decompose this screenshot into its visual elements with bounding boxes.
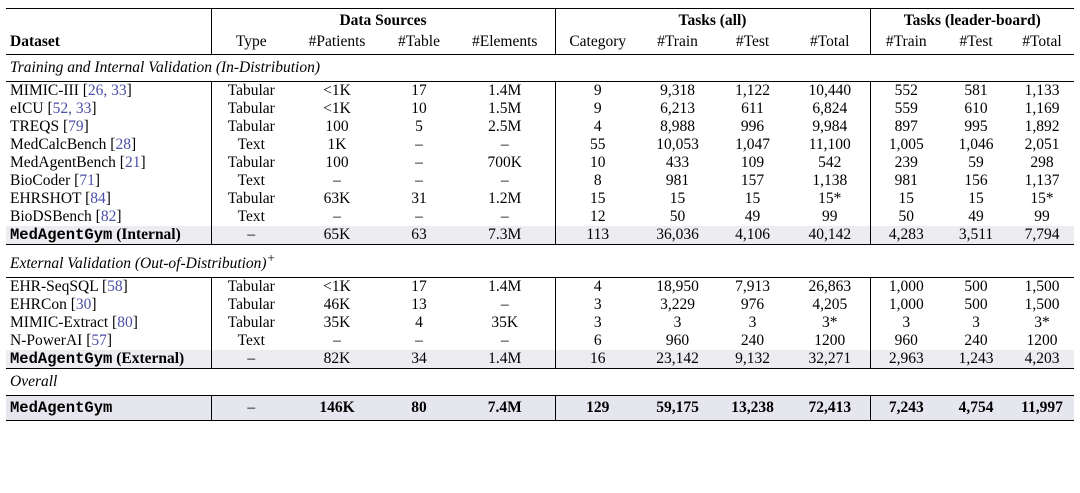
dataset-label: EHRCon [ bbox=[10, 296, 76, 314]
table-cell: 1,122 bbox=[715, 82, 790, 101]
table-cell: 49 bbox=[968, 208, 984, 225]
total-cell: – bbox=[211, 226, 291, 245]
dataset-label-close: ] bbox=[94, 172, 100, 189]
table-cell: 17 bbox=[383, 278, 455, 297]
col-total: #Total bbox=[810, 33, 850, 50]
table-row bbox=[6, 82, 1074, 101]
total-row bbox=[6, 226, 1074, 245]
table-row bbox=[6, 278, 1074, 297]
table-cell: 4 bbox=[555, 278, 640, 297]
citation: 58 bbox=[107, 278, 123, 296]
table-cell: Tabular bbox=[211, 296, 291, 314]
col-category: Category bbox=[555, 33, 640, 55]
table-cell: 3 bbox=[972, 314, 980, 332]
table-cell: 4 bbox=[415, 314, 423, 332]
table-cell: Tabular bbox=[211, 118, 291, 136]
total-name-suffix: (Internal) bbox=[112, 226, 181, 243]
table-cell: 240 bbox=[964, 332, 988, 350]
table-cell: 500 bbox=[964, 296, 988, 314]
table-cell: 1,500 bbox=[1024, 296, 1060, 314]
table-cell: 995 bbox=[964, 118, 988, 135]
table-cell: 239 bbox=[870, 154, 942, 172]
table-cell: – bbox=[415, 172, 423, 189]
table-cell: 1200 bbox=[814, 332, 846, 350]
dataset-label-close: ] bbox=[126, 82, 132, 99]
total-name-mono: MedAgentGym bbox=[10, 399, 113, 418]
table-cell: 960 bbox=[870, 332, 942, 350]
table-row bbox=[6, 208, 1074, 226]
table-cell: 3 bbox=[673, 314, 682, 332]
total-cell: 32,271 bbox=[790, 350, 870, 369]
table-cell: 7,913 bbox=[715, 278, 790, 297]
total-name bbox=[6, 350, 211, 369]
table-cell: 1,169 bbox=[1024, 100, 1060, 117]
table-cell: 12 bbox=[555, 208, 640, 226]
dataset-label: eICU [ bbox=[10, 100, 53, 117]
table-cell: 10 bbox=[555, 154, 640, 172]
total-row bbox=[6, 396, 1074, 421]
col-patients: #Patients bbox=[308, 33, 366, 50]
table-cell: – bbox=[333, 172, 341, 189]
dataset-label: MedCalcBench [ bbox=[10, 136, 116, 153]
table-cell: 610 bbox=[964, 100, 988, 117]
dataset-name bbox=[6, 208, 211, 226]
table-cell: Tabular bbox=[211, 278, 291, 297]
table-cell: 15* bbox=[1030, 190, 1054, 207]
section-title: Training and Internal Validation (In-Distribution) bbox=[10, 59, 321, 76]
table-cell: 18,950 bbox=[640, 278, 715, 297]
table-cell: – bbox=[415, 154, 423, 171]
table-cell: 700K bbox=[487, 154, 522, 171]
table-cell: – bbox=[333, 332, 341, 350]
table-cell: 1,046 bbox=[958, 136, 994, 153]
group-tasks-leaderboard: Tasks (leader-board) bbox=[870, 9, 1074, 34]
table-cell: 433 bbox=[665, 154, 690, 171]
section-row bbox=[6, 245, 1074, 278]
total-cell: 63 bbox=[383, 226, 455, 245]
table-cell: 4,205 bbox=[812, 296, 848, 314]
table-row bbox=[6, 100, 1074, 118]
table-cell: Text bbox=[211, 332, 291, 350]
table-cell: 960 bbox=[665, 332, 690, 350]
table-cell: 1,047 bbox=[735, 136, 770, 153]
total-name-suffix: (External) bbox=[112, 350, 185, 368]
table-cell: – bbox=[333, 208, 341, 225]
table-cell: 13 bbox=[411, 296, 427, 314]
table-cell: 542 bbox=[818, 154, 842, 171]
header-column-row bbox=[6, 33, 1074, 55]
total-name bbox=[6, 396, 211, 421]
dataset-name bbox=[6, 172, 211, 190]
table-cell: 9 bbox=[555, 100, 640, 118]
table-cell: 611 bbox=[741, 100, 764, 117]
total-cell: 7.3M bbox=[455, 226, 555, 245]
col-elements: #Elements bbox=[472, 33, 538, 50]
dataset-name bbox=[6, 136, 211, 154]
dataset-label: BioCoder [ bbox=[10, 172, 80, 189]
total-cell: 65K bbox=[291, 226, 383, 245]
dataset-table bbox=[6, 8, 1074, 421]
total-cell: 146K bbox=[291, 396, 383, 421]
dataset-name bbox=[6, 82, 211, 101]
table-cell: 59 bbox=[968, 154, 984, 171]
table-cell: Tabular bbox=[211, 154, 291, 172]
table-row bbox=[6, 172, 1074, 190]
table-cell: 976 bbox=[740, 296, 765, 314]
table-cell: 559 bbox=[870, 100, 942, 118]
citation: 84 bbox=[90, 190, 106, 207]
table-cell: 3 bbox=[555, 314, 640, 332]
dataset-label: MIMIC-Extract [ bbox=[10, 314, 118, 332]
total-cell: 9,132 bbox=[715, 350, 790, 369]
table-cell: 1.4M bbox=[455, 278, 555, 297]
dataset-label-close: ] bbox=[91, 296, 97, 314]
table-cell: 46K bbox=[323, 296, 351, 314]
table-cell: 1.4M bbox=[455, 82, 555, 101]
total-cell: 7.4M bbox=[455, 396, 555, 421]
table-cell: 6,213 bbox=[660, 100, 695, 117]
table-cell: 1,133 bbox=[1010, 82, 1074, 101]
table-cell: 3,229 bbox=[660, 296, 695, 314]
group-data-sources: Data Sources bbox=[211, 9, 555, 34]
total-cell: 4,283 bbox=[870, 226, 942, 245]
citation: 26, 33 bbox=[87, 82, 127, 99]
dataset-name bbox=[6, 190, 211, 208]
dataset-label-close: ] bbox=[106, 332, 113, 350]
col-lb-train: #Train bbox=[870, 33, 942, 55]
citation: 71 bbox=[79, 172, 95, 189]
table-cell: 15 bbox=[669, 190, 686, 207]
table-cell: – bbox=[500, 136, 509, 153]
total-cell: 11,997 bbox=[1010, 396, 1074, 421]
citation: 79 bbox=[68, 118, 84, 135]
total-cell: 3,511 bbox=[942, 226, 1010, 245]
table-cell: Tabular bbox=[211, 314, 291, 332]
table-cell: 2.5M bbox=[488, 118, 522, 135]
dataset-label: TREQS [ bbox=[10, 118, 69, 135]
dataset-name bbox=[6, 118, 211, 136]
table-cell: 1,138 bbox=[812, 172, 848, 189]
table-cell: Text bbox=[211, 208, 291, 226]
total-cell: – bbox=[211, 350, 291, 369]
table-cell: 11,100 bbox=[808, 136, 851, 153]
total-cell: 129 bbox=[555, 396, 640, 421]
table-cell: 10 bbox=[411, 100, 427, 117]
table-cell: Tabular bbox=[211, 100, 291, 118]
table-cell: 100 bbox=[325, 118, 349, 135]
table-cell: 3 bbox=[870, 314, 942, 332]
table-cell: 35K bbox=[323, 314, 351, 332]
dataset-name bbox=[6, 154, 211, 172]
col-table: #Table bbox=[398, 33, 440, 50]
table-cell: 8,988 bbox=[660, 118, 695, 135]
table-cell: 1,005 bbox=[870, 136, 942, 154]
table-cell: 109 bbox=[740, 154, 765, 171]
total-cell: 7,243 bbox=[870, 396, 942, 421]
table-cell: 3 bbox=[748, 314, 757, 332]
section-row bbox=[6, 55, 1074, 82]
dataset-label-close: ] bbox=[140, 154, 146, 171]
table-cell: Text bbox=[211, 136, 291, 154]
table-cell: 99 bbox=[1034, 208, 1050, 225]
dataset-label: MedAgentBench [ bbox=[10, 154, 125, 171]
table-cell: 15 bbox=[555, 190, 640, 208]
table-cell: 8 bbox=[555, 172, 640, 190]
dataset-name bbox=[6, 314, 211, 332]
table-cell: 9 bbox=[555, 82, 640, 101]
total-cell: 23,142 bbox=[640, 350, 715, 369]
table-cell: 3* bbox=[822, 314, 838, 332]
section-label bbox=[6, 245, 1074, 278]
total-cell: 1,243 bbox=[942, 350, 1010, 369]
table-cell: 10,440 bbox=[790, 82, 870, 101]
col-lb-total: #Total bbox=[1022, 33, 1062, 50]
table-cell: 897 bbox=[870, 118, 942, 136]
table-cell: Tabular bbox=[211, 190, 291, 208]
total-name bbox=[6, 226, 211, 245]
table-row bbox=[6, 190, 1074, 208]
table-cell: – bbox=[415, 136, 423, 153]
table-cell: <1K bbox=[291, 278, 383, 297]
table-cell: 10,053 bbox=[656, 136, 699, 153]
group-tasks-all: Tasks (all) bbox=[555, 9, 870, 34]
table-row bbox=[6, 332, 1074, 350]
table-cell: 2,051 bbox=[1024, 136, 1060, 153]
total-name-mono: MedAgentGym bbox=[10, 226, 113, 244]
table-cell: 1.5M bbox=[488, 100, 522, 117]
table-cell: 15 bbox=[968, 190, 984, 207]
dataset-name bbox=[6, 278, 211, 297]
total-cell: 4,754 bbox=[942, 396, 1010, 421]
col-test: #Test bbox=[735, 33, 770, 50]
table-cell: 1,000 bbox=[870, 278, 942, 297]
col-dataset: Dataset bbox=[10, 33, 60, 50]
table-cell: 981 bbox=[665, 172, 690, 189]
dataset-label: EHR-SeqSQL [ bbox=[10, 278, 108, 296]
table-cell: 55 bbox=[555, 136, 640, 154]
table-cell: – bbox=[415, 332, 423, 350]
dataset-label-close: ] bbox=[83, 118, 89, 135]
table-cell: 99 bbox=[822, 208, 838, 225]
col-lb-test: #Test bbox=[959, 33, 993, 50]
table-cell: 6,824 bbox=[812, 100, 848, 117]
table-cell: 9,984 bbox=[812, 118, 848, 135]
table-cell: 240 bbox=[740, 332, 765, 350]
table-cell: <1K bbox=[323, 100, 351, 117]
table-cell: – bbox=[500, 296, 509, 314]
section-superscript: + bbox=[266, 250, 276, 265]
dataset-label: N-PowerAI [ bbox=[10, 332, 92, 350]
col-train: #Train bbox=[657, 33, 698, 50]
table-cell: 15 bbox=[870, 190, 942, 208]
section-title: Overall bbox=[10, 373, 58, 391]
dataset-label: EHRSHOT [ bbox=[10, 190, 91, 207]
table-cell: 50 bbox=[669, 208, 686, 225]
section-label bbox=[6, 369, 1074, 396]
table-cell: – bbox=[500, 332, 509, 350]
table-cell: 15* bbox=[818, 190, 842, 207]
table-row bbox=[6, 154, 1074, 172]
citation: 21 bbox=[124, 154, 141, 171]
table-cell: 1,137 bbox=[1024, 172, 1060, 189]
total-cell: 36,036 bbox=[640, 226, 715, 245]
table-row bbox=[6, 314, 1074, 332]
table-cell: 3 bbox=[555, 296, 640, 314]
table-row bbox=[6, 136, 1074, 154]
dataset-label: MIMIC-III [ bbox=[10, 82, 88, 99]
section-title: External Validation (Out-of-Distribution) bbox=[10, 255, 267, 273]
total-name-mono: MedAgentGym bbox=[10, 350, 113, 369]
table-cell: – bbox=[500, 208, 509, 225]
table-cell: 996 bbox=[740, 118, 765, 135]
table-cell: 1K bbox=[327, 136, 347, 153]
total-cell: 13,238 bbox=[715, 396, 790, 421]
total-cell: 2,963 bbox=[870, 350, 942, 369]
table-cell: 6 bbox=[555, 332, 640, 350]
dataset-label-close: ] bbox=[116, 208, 122, 225]
table-row bbox=[6, 296, 1074, 314]
table-cell: 1,000 bbox=[870, 296, 942, 314]
table-cell: 50 bbox=[870, 208, 942, 226]
total-cell: 34 bbox=[383, 350, 455, 369]
total-cell: 16 bbox=[555, 350, 640, 369]
col-type: Type bbox=[211, 33, 291, 55]
table-cell: 3* bbox=[1034, 314, 1050, 332]
table-cell: 17 bbox=[383, 82, 455, 101]
dataset-name bbox=[6, 332, 211, 350]
table-cell: 5 bbox=[415, 118, 423, 135]
dataset-label-close: ] bbox=[91, 100, 97, 117]
table-cell: 9,318 bbox=[640, 82, 715, 101]
table-cell: 581 bbox=[942, 82, 1010, 101]
section-label bbox=[6, 55, 1074, 82]
table-cell: 49 bbox=[744, 208, 761, 225]
table-cell: 552 bbox=[870, 82, 942, 101]
table-cell: 26,863 bbox=[790, 278, 870, 297]
citation: 80 bbox=[117, 314, 133, 332]
dataset-label-close: ] bbox=[132, 314, 138, 332]
citation: 28 bbox=[115, 136, 131, 153]
total-cell: 80 bbox=[383, 396, 455, 421]
header-group-row bbox=[6, 9, 1074, 34]
table-cell: 1,892 bbox=[1024, 118, 1060, 135]
table-cell: 157 bbox=[740, 172, 765, 189]
total-cell: 82K bbox=[291, 350, 383, 369]
table-cell: Text bbox=[211, 172, 291, 190]
table-cell: 1200 bbox=[1026, 332, 1058, 350]
table-cell: <1K bbox=[291, 82, 383, 101]
dataset-name bbox=[6, 100, 211, 118]
total-cell: 4,106 bbox=[715, 226, 790, 245]
table-cell: 35K bbox=[491, 314, 519, 332]
table-cell: 156 bbox=[964, 172, 988, 189]
citation: 82 bbox=[100, 208, 117, 225]
table-cell: 100 bbox=[325, 154, 349, 171]
section-row bbox=[6, 369, 1074, 396]
total-cell: 1.4M bbox=[455, 350, 555, 369]
citation: 52, 33 bbox=[52, 100, 92, 117]
table-cell: 15 bbox=[744, 190, 761, 207]
table-cell: – bbox=[500, 172, 509, 189]
citation: 57 bbox=[91, 332, 107, 350]
table-cell: 981 bbox=[870, 172, 942, 190]
table-cell: Tabular bbox=[211, 82, 291, 101]
total-cell: 40,142 bbox=[790, 226, 870, 245]
table-cell: 500 bbox=[942, 278, 1010, 297]
table-cell: 31 bbox=[411, 190, 427, 207]
total-cell: 72,413 bbox=[790, 396, 870, 421]
total-cell: 113 bbox=[555, 226, 640, 245]
table-cell: – bbox=[415, 208, 423, 225]
citation: 30 bbox=[75, 296, 92, 314]
table-cell: 63K bbox=[323, 190, 351, 207]
table-cell: 1,500 bbox=[1010, 278, 1074, 297]
table-cell: 4 bbox=[555, 118, 640, 136]
dataset-label-close: ] bbox=[130, 136, 137, 153]
total-row bbox=[6, 350, 1074, 369]
dataset-label-close: ] bbox=[122, 278, 128, 296]
table-cell: 1.2M bbox=[488, 190, 522, 207]
total-cell: 4,203 bbox=[1010, 350, 1074, 369]
total-cell: 59,175 bbox=[640, 396, 715, 421]
dataset-label-close: ] bbox=[105, 190, 111, 207]
table-cell: 298 bbox=[1030, 154, 1054, 171]
table-row bbox=[6, 118, 1074, 136]
dataset-name bbox=[6, 296, 211, 314]
dataset-label: BioDSBench [ bbox=[10, 208, 101, 225]
total-cell: – bbox=[211, 396, 291, 421]
total-cell: 7,794 bbox=[1010, 226, 1074, 245]
